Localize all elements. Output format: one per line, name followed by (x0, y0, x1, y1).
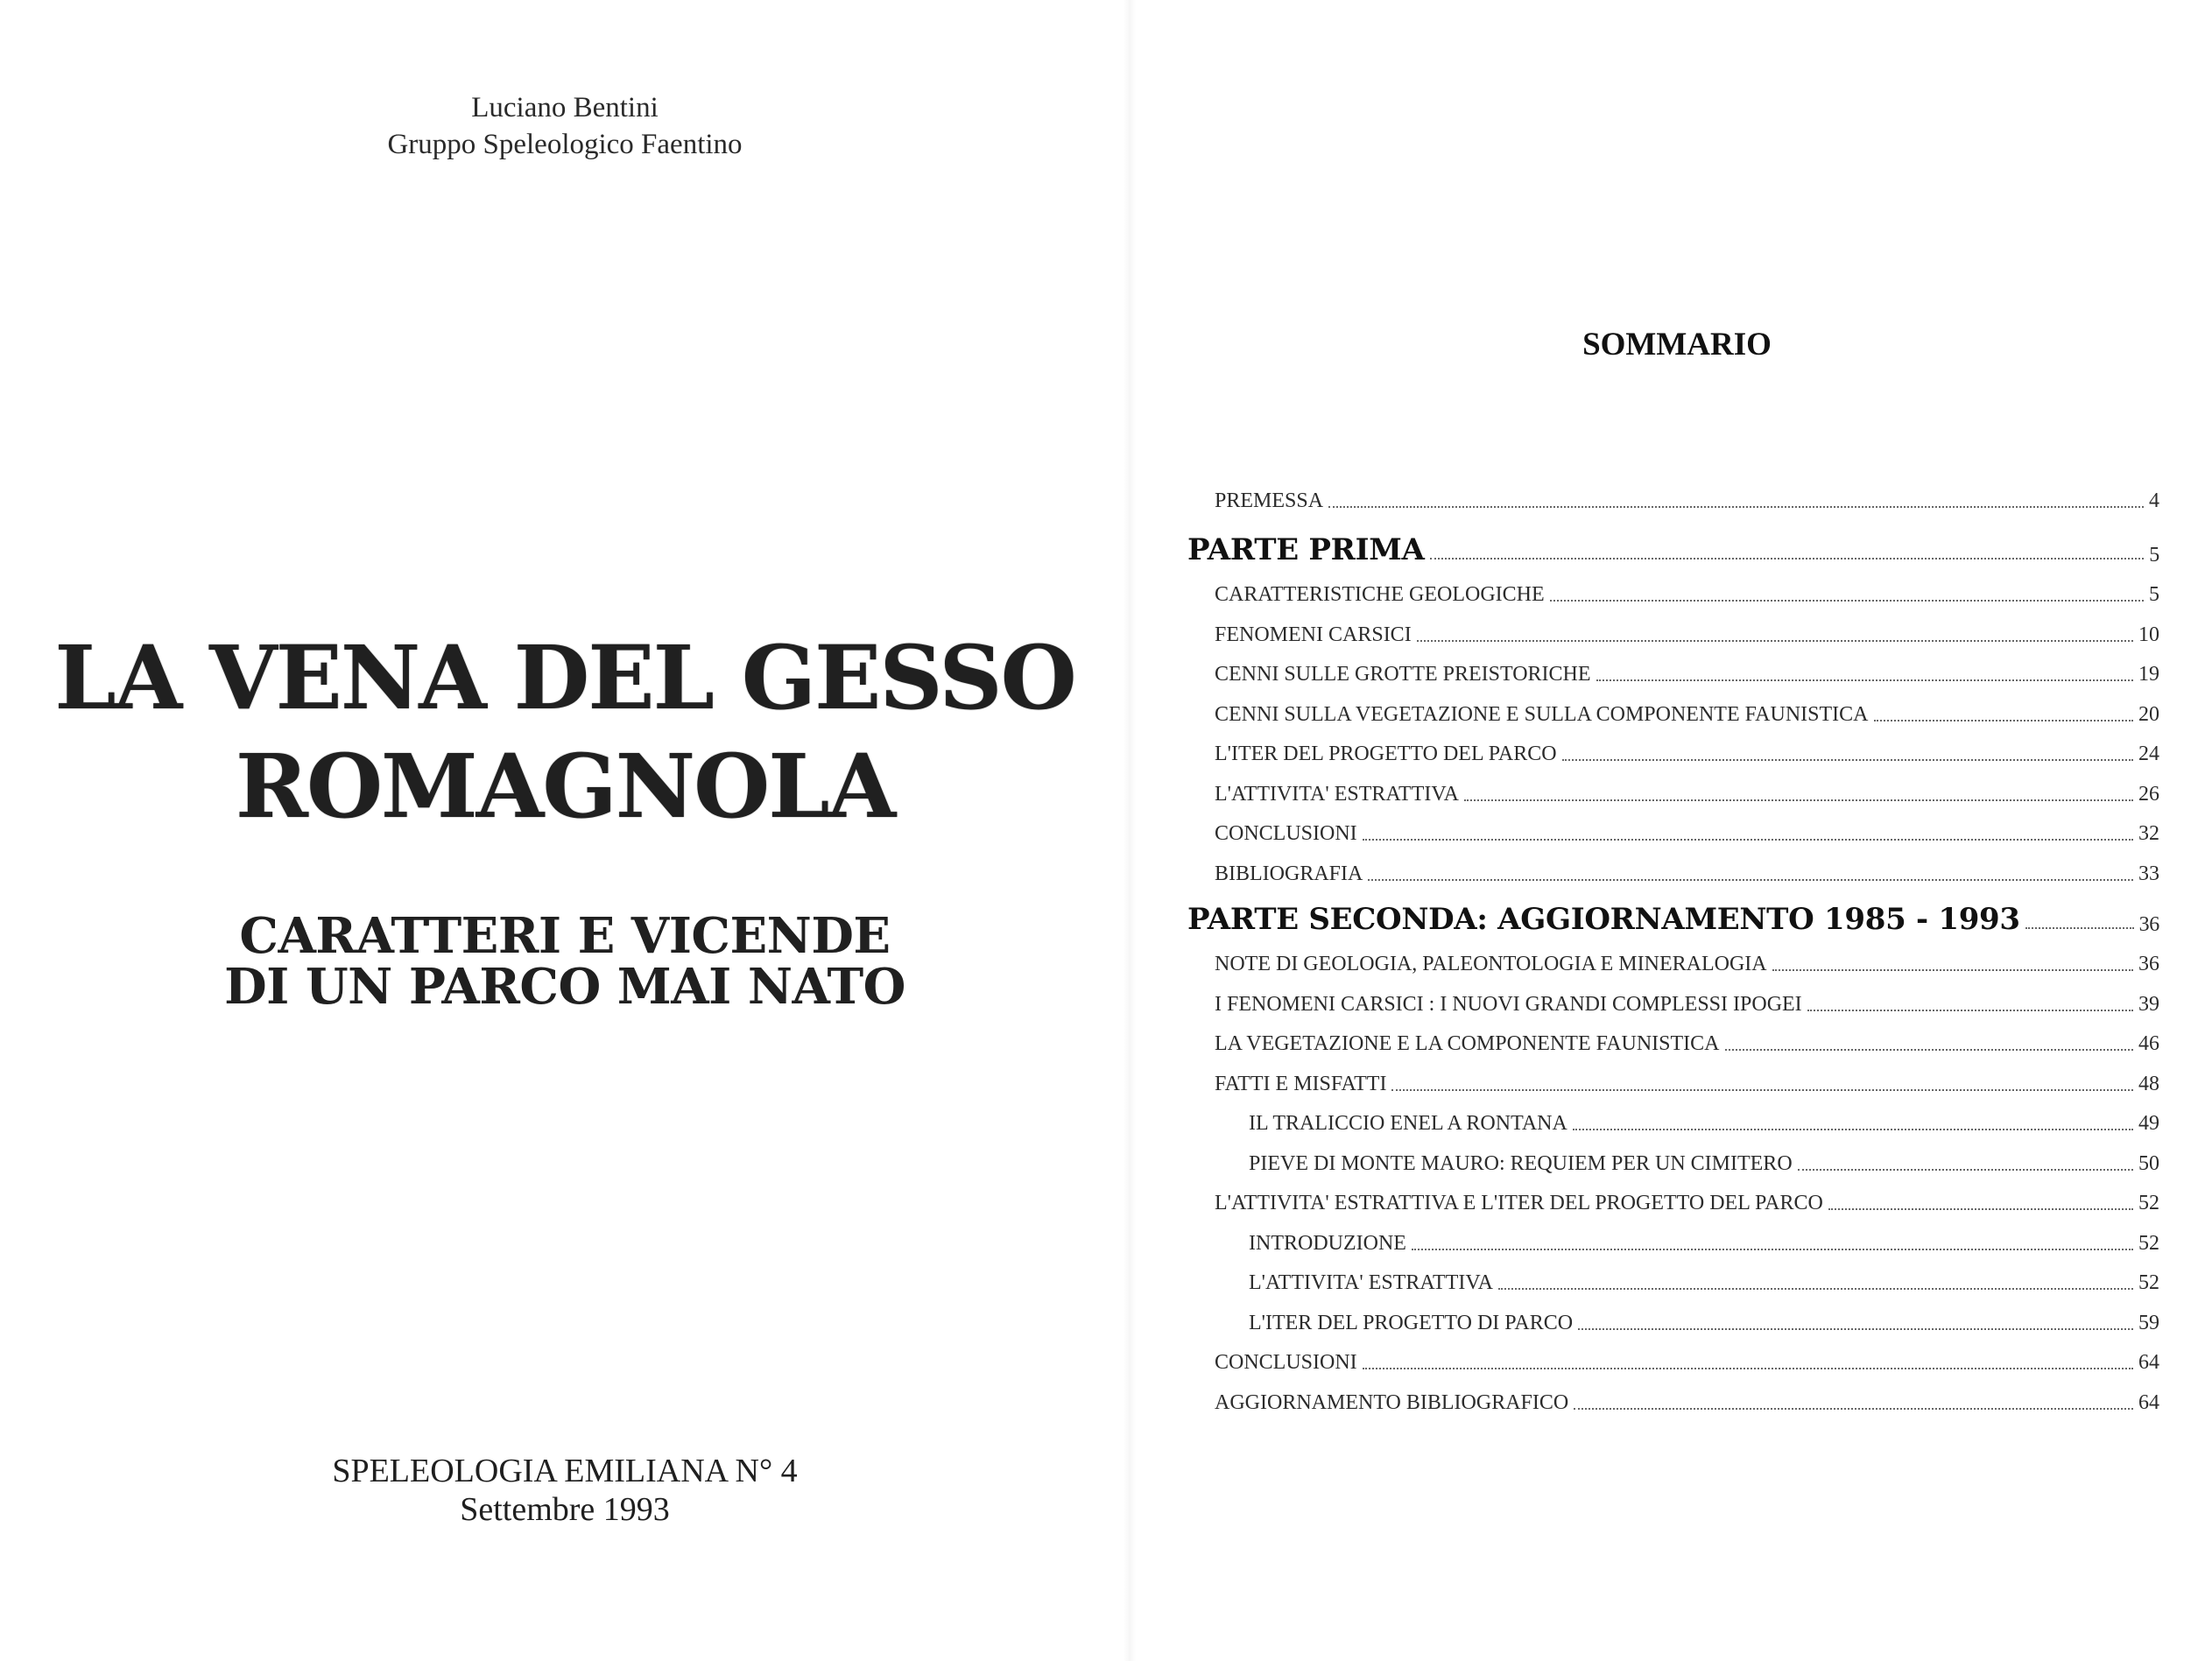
table-of-contents (1187, 473, 2159, 1415)
toc-dot-leader (1807, 1009, 2133, 1011)
toc-entry-page: 48 (2138, 1072, 2159, 1095)
toc-entry-page: 52 (2138, 1271, 2159, 1294)
toc-entry-page: 52 (2138, 1192, 2159, 1214)
toc-entry-page: 32 (2138, 822, 2159, 845)
toc-entry-label: PREMESSA (1215, 489, 1324, 512)
toc-entry-page: 36 (2138, 912, 2159, 936)
book-subtitle (0, 907, 1130, 1016)
toc-dot-leader (1772, 968, 2133, 971)
author-affiliation: Gruppo Speleologico Faentino (387, 129, 743, 160)
toc-entry (1187, 846, 2159, 886)
toc-dot-leader (1328, 505, 2144, 508)
toc-subentry (1187, 1215, 2159, 1256)
toc-entry (1187, 727, 2159, 767)
toc-entry-label: CONCLUSIONI (1215, 1351, 1357, 1374)
toc-entry-label: IL TRALICCIO ENEL A RONTANA (1249, 1112, 1567, 1135)
toc-entry (1187, 1176, 2159, 1216)
toc-entry-page: 64 (2138, 1351, 2159, 1374)
toc-entry-label: FATTI E MISFATTI (1215, 1072, 1387, 1095)
toc-subentry (1187, 1256, 2159, 1296)
toc-dot-leader (1391, 1088, 2133, 1091)
toc-entry-page: 4 (2149, 489, 2159, 512)
toc-entry-page: 36 (2138, 953, 2159, 975)
toc-entry-label: BIBLIOGRAFIA (1215, 862, 1363, 885)
toc-entry-label: CONCLUSIONI (1215, 822, 1357, 845)
toc-entry-page: 52 (2138, 1231, 2159, 1255)
toc-entry-label: L'ATTIVITA' ESTRATTIVA (1249, 1271, 1493, 1294)
toc-dot-leader (1363, 838, 2133, 841)
author-block (0, 89, 1130, 163)
toc-entry-page: 26 (2138, 782, 2159, 806)
toc-entry-page: 49 (2138, 1112, 2159, 1135)
publication-info (0, 1452, 1130, 1529)
toc-subentry (1187, 1295, 2159, 1335)
toc-entry (1187, 686, 2159, 727)
toc-subentry (1187, 1096, 2159, 1137)
toc-entry-label: L'ATTIVITA' ESTRATTIVA (1215, 782, 1459, 806)
toc-dot-leader (1417, 639, 2133, 642)
toc-entry-page: 10 (2138, 623, 2159, 646)
toc-entry-label: FENOMENI CARSICI (1215, 623, 1412, 646)
toc-entry (1187, 647, 2159, 687)
book-gutter (1124, 0, 1136, 1661)
toc-entry-page: 5 (2149, 543, 2159, 567)
subtitle-line-2: DI UN PARCO MAI NATO (224, 958, 905, 1016)
toc-entry (1187, 567, 2159, 608)
toc-dot-leader (1550, 599, 2144, 602)
title-line-1: LA VENA DEL GESSO (54, 626, 1075, 729)
toc-dot-leader (1368, 878, 2133, 881)
toc-entry-page: 64 (2138, 1390, 2159, 1414)
toc-entry (1187, 1375, 2159, 1415)
toc-entry-page: 33 (2138, 862, 2159, 885)
title-line-2: ROMAGNOLA (235, 735, 895, 838)
toc-dot-leader (1578, 1327, 2133, 1330)
toc-entry (1187, 806, 2159, 847)
toc-part-heading (1187, 513, 2159, 567)
toc-entry-label: CENNI SULLA VEGETAZIONE E SULLA COMPONENTE FAUNISTICA (1215, 702, 1869, 726)
toc-dot-leader (1725, 1048, 2134, 1051)
toc-dot-leader (1798, 1168, 2133, 1171)
toc-entry-label: L'ITER DEL PROGETTO DI PARCO (1249, 1311, 1574, 1334)
toc-entry-label: L'ITER DEL PROGETTO DEL PARCO (1215, 743, 1557, 765)
toc-entry (1187, 1017, 2159, 1057)
series-name: SPELEOLOGIA EMILIANA N° 4 (332, 1453, 798, 1489)
book-title (0, 623, 1130, 841)
toc-entry-page: 5 (2149, 583, 2159, 606)
toc-dot-leader (1828, 1207, 2133, 1210)
toc-entry-label: CARATTERISTICHE GEOLOGICHE (1215, 583, 1545, 606)
toc-entry (1187, 607, 2159, 647)
toc-entry-label: LA VEGETAZIONE E LA COMPONENTE FAUNISTICA (1215, 1032, 1720, 1055)
toc-entry (1187, 766, 2159, 806)
toc-dot-leader (1573, 1128, 2133, 1130)
toc-dot-leader (1430, 557, 2145, 560)
toc-entry-page: 24 (2138, 743, 2159, 765)
author-name: Luciano Bentini (471, 92, 659, 123)
toc-entry-label: NOTE DI GEOLOGIA, PALEONTOLOGIA E MINERALOGIA (1215, 953, 1767, 975)
toc-entry-label: PARTE PRIMA (1187, 531, 1425, 567)
toc-dot-leader (2025, 926, 2134, 929)
toc-dot-leader (1596, 679, 2133, 681)
toc-entry-label: PARTE SECONDA: AGGIORNAMENTO 1985 - 1993 (1187, 901, 2020, 937)
toc-entry-label: I FENOMENI CARSICI : I NUOVI GRANDI COMPLESSI IPOGEI (1215, 992, 1802, 1016)
toc-entry-page: 46 (2138, 1032, 2159, 1055)
toc-part-heading (1187, 886, 2159, 937)
toc-dot-leader (1562, 758, 2133, 761)
subtitle-line-1: CARATTERI E VICENDE (239, 907, 891, 965)
toc-dot-leader (1363, 1367, 2133, 1369)
toc-entry-page: 20 (2138, 702, 2159, 726)
toc-entry (1187, 1335, 2159, 1376)
toc-dot-leader (1412, 1248, 2133, 1250)
toc-entry-label: CENNI SULLE GROTTE PREISTORICHE (1215, 663, 1591, 686)
toc-entry-page: 59 (2138, 1311, 2159, 1334)
toc-entry-page: 50 (2138, 1151, 2159, 1175)
toc-entry (1187, 473, 2159, 513)
toc-entry-label: L'ATTIVITA' ESTRATTIVA E L'ITER DEL PROGETTO DEL PARCO (1215, 1192, 1823, 1214)
toc-entry-page: 19 (2138, 663, 2159, 686)
toc-dot-leader (1874, 719, 2134, 721)
toc-dot-leader (1464, 799, 2133, 801)
toc-heading: SOMMARIO (1582, 327, 1772, 362)
toc-subentry (1187, 1136, 2159, 1176)
toc-entry-label: PIEVE DI MONTE MAURO: REQUIEM PER UN CIMITERO (1249, 1151, 1793, 1175)
toc-dot-leader (1574, 1407, 2133, 1410)
toc-entry-page: 39 (2138, 992, 2159, 1016)
toc-entry (1187, 937, 2159, 977)
toc-dot-leader (1498, 1287, 2133, 1290)
toc-entry-label: INTRODUZIONE (1249, 1231, 1406, 1255)
toc-entry (1187, 976, 2159, 1017)
publication-date: Settembre 1993 (460, 1491, 670, 1528)
toc-entry-label: AGGIORNAMENTO BIBLIOGRAFICO (1215, 1390, 1569, 1414)
toc-entry (1187, 1056, 2159, 1096)
